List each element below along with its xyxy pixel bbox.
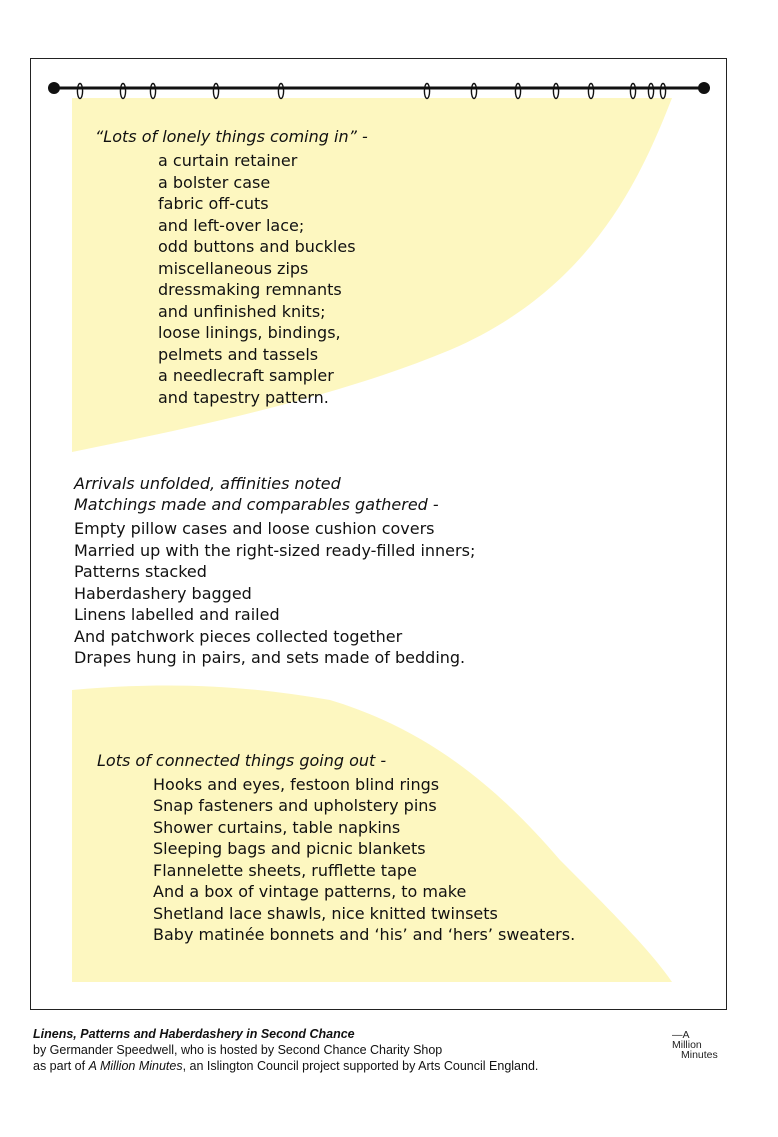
curtain-ring — [77, 84, 82, 99]
curtain-ring — [648, 84, 653, 99]
stanza3-line: And a box of vintage patterns, to make — [153, 882, 467, 901]
caption-credit-pre: as part of — [33, 1059, 89, 1073]
stanza1-heading: “Lots of lonely things coming in” - — [95, 127, 368, 146]
curtain-ring — [630, 84, 635, 99]
stanza1-line: dressmaking remnants — [158, 280, 342, 299]
stanza3-line: Flannelette sheets, rufflette tape — [153, 861, 417, 880]
caption — [33, 1026, 538, 1074]
curtain-ring — [660, 84, 665, 99]
stanza3-line: Baby matinée bonnets and ‘his’ and ‘hers’ sweaters. — [153, 925, 576, 944]
stanza1-line: loose linings, bindings, — [158, 323, 341, 342]
caption-credit — [33, 1058, 538, 1074]
stanza1-line: odd buttons and buckles — [158, 237, 356, 256]
stanza1-line: and unfinished knits; — [158, 302, 326, 321]
logo-line-3: Minutes — [681, 1049, 718, 1061]
curtain-ring — [588, 84, 593, 99]
stanza3-line: Snap fasteners and upholstery pins — [153, 796, 437, 815]
stanza3-line: Hooks and eyes, festoon blind rings — [153, 775, 440, 794]
stanza1-line: a bolster case — [158, 173, 271, 192]
curtain-ring — [278, 84, 283, 99]
stanza1-line: pelmets and tassels — [158, 345, 319, 364]
caption-byline: by Germander Speedwell, who is hosted by Second Chance Charity Shop — [33, 1043, 443, 1057]
caption-project-name: A Million Minutes — [88, 1059, 183, 1073]
stanza3-line: Shower curtains, table napkins — [153, 818, 401, 837]
logo-line-2: Million — [672, 1039, 702, 1051]
stanza2-line: And patchwork pieces collected together — [74, 627, 403, 646]
caption-credit-post: , an Islington Council project supported by Arts Council England. — [182, 1059, 539, 1073]
stanza2-heading: Arrivals unfolded, affinities noted — [74, 474, 341, 493]
stanza2-heading: Matchings made and comparables gathered - — [74, 495, 439, 514]
rod-end-left — [48, 82, 60, 94]
curtain-ring — [120, 84, 125, 99]
stanza1-line: a curtain retainer — [158, 151, 298, 170]
stanza3-line: Sleeping bags and picnic blankets — [153, 839, 426, 858]
curtain-ring — [471, 84, 476, 99]
stanza1-line: a needlecraft sampler — [158, 366, 334, 385]
stanza3-line: Shetland lace shawls, nice knitted twinsets — [153, 904, 498, 923]
stanza1-line: and left-over lace; — [158, 216, 305, 235]
caption-title: Linens, Patterns and Haberdashery in Second Chance — [33, 1027, 355, 1041]
stanza2-line: Haberdashery bagged — [74, 584, 252, 603]
stanza3-heading: Lots of connected things going out - — [97, 751, 387, 770]
curtain-ring — [553, 84, 558, 99]
stanza2-line: Linens labelled and railed — [74, 605, 280, 624]
stanza1-line: miscellaneous zips — [158, 259, 309, 278]
curtain-ring — [424, 84, 429, 99]
curtain-ring — [213, 84, 218, 99]
a-million-minutes-logo — [672, 1030, 732, 1060]
logo-line-1: —A — [672, 1029, 690, 1041]
stanza2-line: Drapes hung in pairs, and sets made of bedding. — [74, 648, 466, 667]
stanza2-line: Married up with the right-sized ready-filled inners; — [74, 541, 476, 560]
curtain-ring — [515, 84, 520, 99]
rod-end-right — [698, 82, 710, 94]
curtain-ring — [150, 84, 155, 99]
stanza1-line: fabric off-cuts — [158, 194, 269, 213]
stanza2-line: Empty pillow cases and loose cushion covers — [74, 519, 435, 538]
stanza2-line: Patterns stacked — [74, 562, 207, 581]
stanza1-line: and tapestry pattern. — [158, 388, 329, 407]
